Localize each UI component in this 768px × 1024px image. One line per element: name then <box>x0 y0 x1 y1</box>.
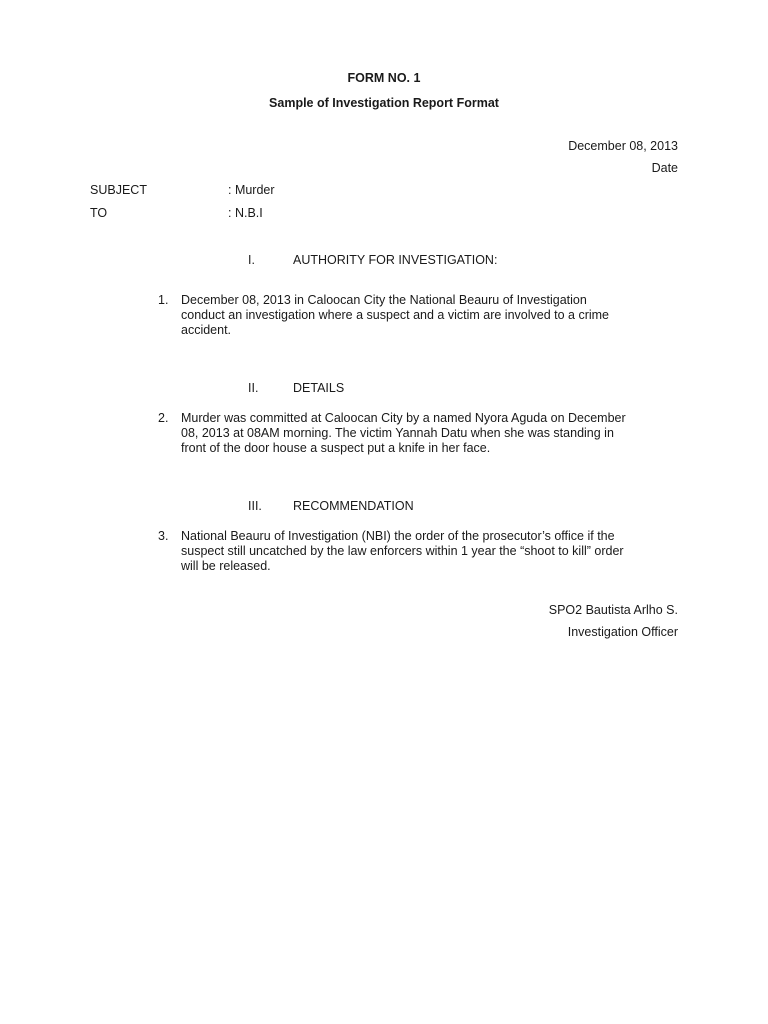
paragraph-line: Murder was committed at Caloocan City by a named Nyora Aguda on December <box>181 411 626 425</box>
to-value: : N.B.I <box>228 206 263 220</box>
paragraph-line: 08, 2013 at 08AM morning. The victim Yannah Datu when she was standing in <box>181 426 614 440</box>
to-label: TO <box>90 206 108 220</box>
signatory-position: Investigation Officer <box>567 625 678 639</box>
item-1-number: 1. <box>158 293 169 307</box>
report-title: Sample of Investigation Report Format <box>269 96 499 110</box>
item-3-number: 3. <box>158 529 169 543</box>
section-1-title: AUTHORITY FOR INVESTIGATION: <box>293 253 498 267</box>
section-2-roman: II. <box>248 381 259 395</box>
section-3-title: RECOMMENDATION <box>293 499 414 513</box>
item-2-paragraph <box>181 411 701 456</box>
signatory-name: SPO2 Bautista Arlho S. <box>548 603 678 617</box>
paragraph-line: front of the door house a suspect put a knife in her face. <box>181 441 491 455</box>
date-value: December 08, 2013 <box>568 139 678 153</box>
subject-label: SUBJECT <box>90 183 147 197</box>
paragraph-line: accident. <box>181 323 232 337</box>
item-2-number: 2. <box>158 411 169 425</box>
subject-value: : Murder <box>228 183 275 197</box>
item-3-paragraph <box>181 529 701 574</box>
section-3-roman: III. <box>248 499 262 513</box>
paragraph-line: suspect still uncatched by the law enforcers within 1 year the “shoot to kill” order <box>181 544 624 558</box>
item-1-paragraph <box>181 293 701 338</box>
section-2-title: DETAILS <box>293 381 345 395</box>
date-label: Date <box>651 161 678 175</box>
paragraph-line: National Beauru of Investigation (NBI) the order of the prosecutor’s office if the <box>181 529 615 543</box>
paragraph-line: will be released. <box>181 559 271 573</box>
paragraph-line: conduct an investigation where a suspect and a victim are involved to a crime <box>181 308 610 322</box>
section-1-roman: I. <box>248 253 255 267</box>
paragraph-line: December 08, 2013 in Caloocan City the National Beauru of Investigation <box>181 293 587 307</box>
form-number: FORM NO. 1 <box>347 71 421 85</box>
